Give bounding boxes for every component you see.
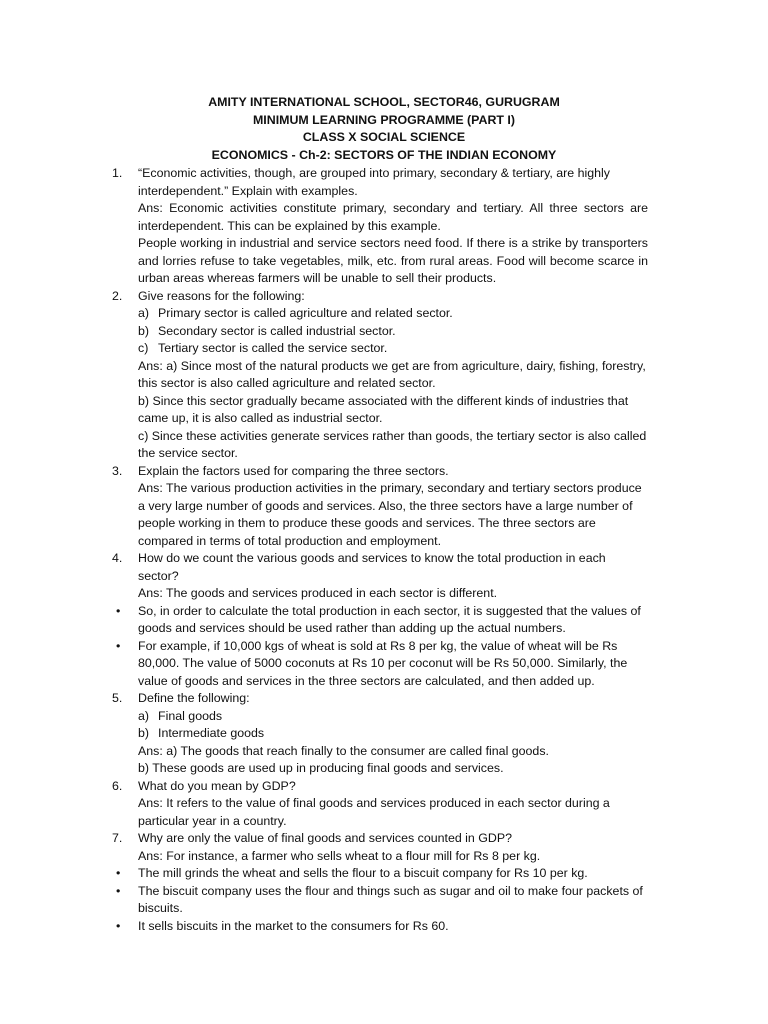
bullet-item	[112, 883, 648, 918]
question-7	[112, 830, 648, 865]
sub-letter: c)	[138, 341, 149, 355]
sub-question	[138, 725, 648, 743]
sub-letter: b)	[138, 323, 150, 338]
answer-text: Ans: a) Since most of the natural products we get are from agriculture, dairy, fishing, forestry, this sector is also called agriculture and related sector.	[138, 358, 646, 390]
question-list	[112, 165, 648, 935]
school-name: AMITY INTERNATIONAL SCHOOL, SECTOR46, GURUGRAM	[208, 95, 560, 109]
bullet-text: The mill grinds the wheat and sells the flour to a biscuit company for Rs 10 per kg.	[138, 866, 588, 880]
bullet-item	[112, 603, 648, 638]
answer-text: Ans: a) The goods that reach finally to the consumer are called final goods.	[138, 743, 549, 758]
question-text: Define the following:	[138, 691, 250, 705]
sub-question	[138, 305, 648, 323]
sub-letter: a)	[138, 306, 150, 320]
question-text: How do we count the various goods and services to know the total production in each sector?	[138, 551, 606, 583]
class-subject: CLASS X SOCIAL SCIENCE	[302, 130, 466, 145]
bullet-icon: •	[116, 638, 121, 653]
bullet-text: So, in order to calculate the total production in each sector, it is suggested that the values of goods and services should be used rather than adding up the actual numbers.	[138, 603, 641, 635]
answer-text: Ans: It refers to the value of final goods and services produced in each sector during a particular year in a country.	[138, 796, 610, 828]
answer-text: b) These goods are used up in producing final goods and services.	[138, 761, 504, 775]
sub-question	[138, 323, 648, 341]
question-text: Why are only the value of final goods and services counted in GDP?	[138, 831, 512, 845]
question-text: What do you mean by GDP?	[138, 778, 296, 793]
sub-question	[138, 340, 648, 358]
chapter-title: ECONOMICS - Ch-2: SECTORS OF THE INDIAN ECONOMY	[211, 147, 557, 162]
question-2	[112, 288, 648, 463]
question-number: 3.	[112, 463, 123, 478]
document-header	[0, 94, 768, 164]
bullet-item	[112, 865, 648, 883]
bullet-icon: •	[116, 866, 121, 880]
sub-letter: b)	[138, 726, 150, 740]
question-number: 7.	[112, 831, 123, 845]
bullet-icon: •	[116, 603, 121, 618]
question-number: 6.	[112, 778, 123, 793]
question-number: 1.	[112, 166, 123, 180]
question-4	[112, 550, 648, 603]
answer-text: Ans: The goods and services produced in each sector is different.	[138, 586, 498, 600]
answer-text: Ans: For instance, a farmer who sells wheat to a flour mill for Rs 8 per kg.	[138, 848, 541, 863]
sub-text: Primary sector is called agriculture and related sector.	[158, 306, 453, 320]
bullet-text: For example, if 10,000 kgs of wheat is sold at Rs 8 per kg, the value of wheat will be Rs 80,000. The value of 5000 coconuts at Rs 10 per coconut will be Rs 50,000. Similarly, the value of goods and services in the three sectors are calculated, and then added up.	[138, 638, 628, 688]
answer-text: c) Since these activities generate services rather than goods, the tertiary sector is also called the service sector.	[138, 428, 647, 460]
programme-title: MINIMUM LEARNING PROGRAMME (PART I)	[252, 112, 516, 127]
bullet-text: The biscuit company uses the flour and things such as sugar and oil to make four packets of biscuits.	[138, 883, 643, 915]
sub-text: Tertiary sector is called the service sector.	[158, 341, 388, 355]
sub-text: Intermediate goods	[158, 726, 265, 740]
sub-text: Final goods	[158, 708, 223, 723]
answer-text: b) Since this sector gradually became associated with the different kinds of industries that came up, it is also called as industrial sector.	[138, 393, 629, 425]
bullet-icon: •	[116, 918, 121, 933]
question-5	[112, 690, 648, 778]
question-text: “Economic activities, though, are grouped into primary, secondary & tertiary, are highly interdependent.” Explain with examples.	[138, 166, 610, 198]
bullet-item	[112, 918, 648, 936]
sub-letter: a)	[138, 708, 150, 723]
sub-text: Secondary sector is called industrial sector.	[158, 323, 396, 338]
question-text: Explain the factors used for comparing the three sectors.	[138, 463, 449, 478]
question-1	[112, 165, 648, 288]
answer-text: Ans: The various production activities in the primary, secondary and tertiary sectors produce a very large number of goods and services. Also, the three sectors have a large number of people working in them to produce these goods and services. The three sectors are compared in terms of total production and employment.	[138, 481, 642, 548]
question-number: 5.	[112, 691, 123, 705]
question-text: Give reasons for the following:	[138, 288, 305, 303]
question-number: 2.	[112, 288, 123, 303]
sub-question	[138, 708, 648, 726]
bullet-icon: •	[116, 883, 121, 898]
question-6	[112, 778, 648, 831]
question-3	[112, 463, 648, 551]
bullet-text: It sells biscuits in the market to the consumers for Rs 60.	[138, 918, 449, 933]
bullet-item	[112, 638, 648, 691]
question-number: 4.	[112, 551, 123, 565]
answer-text: Ans: Economic activities constitute primary, secondary and tertiary. All three sectors are interdependent. This can be explained by this example.	[138, 201, 648, 233]
answer-text: People working in industrial and service sectors need food. If there is a strike by transporters and lorries refuse to take vegetables, milk, etc. from rural areas. Food will become scarce in urban areas whereas farmers will be unable to sell their products.	[138, 236, 648, 285]
